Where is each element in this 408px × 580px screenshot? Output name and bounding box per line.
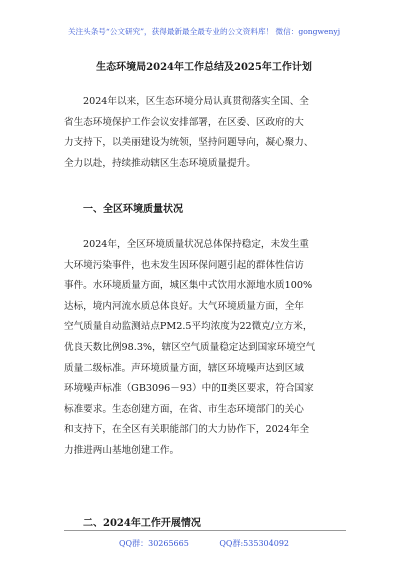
section1-line: 力推进两山基地创建工作。 [64,444,180,456]
footer-qq-group-1[interactable]: QQ群：30265665 [118,539,189,548]
intro-paragraph [64,92,346,174]
section1-line: 质量二级标准。声环境质量方面，辖区环境噪声达到区域 [64,362,304,374]
footer-qq-group-2[interactable]: QQ群:535304092 [219,539,289,548]
intro-line: 省生态环境保护工作会议安排部署，在区委、区政府的大 [64,116,304,128]
section1-paragraph [64,235,346,462]
section1-line: 事件。水环境质量方面，城区集中式饮用水源地水质100% [64,280,313,292]
section-heading-work-progress: 二、2024年工作开展情况 [83,518,201,529]
header-banner[interactable]: 关注头条号“公文研究”，获得最新最全最专业的公文资料库！ 微信：gongwenyj [67,27,341,36]
footer [0,538,408,549]
section1-line: 和支持下，在全区有关职能部门的大力协作下，2024年全 [64,424,310,436]
section1-line: 标准要求。生态创建方面，在省、市生态环境部门的关心 [64,403,304,415]
document-title: 生态环境局2024年工作总结及2025年工作计划 [96,62,312,73]
section1-line: 环境噪声标准（GB3096－93）中的Ⅱ类区要求，符合国家 [64,383,314,395]
section1-line: 2024年，全区环境质量状况总体保持稳定，未发生重 [83,239,309,250]
intro-line: 2024年以来，区生态环境分局认真贯彻落实全国、全 [83,96,309,107]
section1-line: 达标，境内河流水质总体良好。大气环境质量方面，全年 [64,300,304,312]
section1-line: 优良天数比例98.3%，辖区空气质量稳定达到国家环境空气 [64,341,316,353]
section-heading-environment-quality: 一、全区环境质量状况 [83,204,183,215]
section1-line: 大环境污染事件，也未发生因环保问题引起的群体性信访 [64,259,304,271]
footer-divider [64,530,346,531]
section1-line: 空气质量自动监测站点PM2.5平均浓度为22微克/立方米， [64,321,313,333]
intro-line: 全力以赴，持续推动辖区生态环境质量提升。 [64,157,256,169]
intro-line: 力支持下，以美丽建设为统领，坚持问题导向，凝心聚力、 [64,137,314,149]
